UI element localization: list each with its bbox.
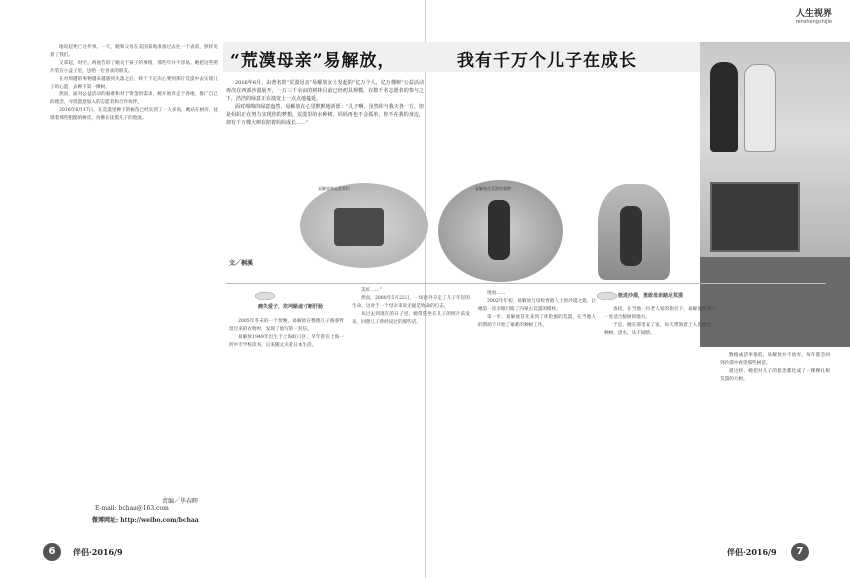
lead-text: 面对绵绵的绿意盎然，易解放在心里默默地祈愿：“儿子啊，虽然你与我天各一方，但是妈妈正在努力实现你的梦想，荒漠里的水种树。妈妈再也不会孤单，你不在我的身边，却有千万棵大树在陪着妈妈成长……” bbox=[226, 104, 424, 126]
volunteers-photo bbox=[300, 183, 428, 268]
paragraph: 就这样，她把对儿子的思念都化成了一棵棵扎根荒漠的大树。 bbox=[720, 368, 830, 382]
volunteer-banner bbox=[334, 208, 384, 246]
photo-ground bbox=[700, 257, 850, 347]
photo-person bbox=[488, 200, 510, 260]
cloud-icon bbox=[596, 290, 618, 300]
divider bbox=[226, 283, 826, 284]
paragraph: 然而，面对公益活动的艰难和对于资金的需求，她开始奔走于各地，推广自己的理念，寻找愿意加入的志愿者和合作伙伴。 bbox=[50, 92, 218, 106]
editor-credit: 责编／毕春晖 bbox=[162, 498, 199, 505]
paragraph: 从过去到现在的日子里，她常常坐在儿子的照片前发呆，回想儿子曾经说过的那些话。 bbox=[352, 311, 470, 325]
paragraph: 在对周遭的事物越来越感到失落之后，终于下定决心要到那片荒漠中去实现儿子的心愿，去种下第一棵树。 bbox=[50, 76, 218, 90]
weibo-url: 微博网址: http://weibo.com/bchaa bbox=[92, 517, 199, 524]
paragraph: 易解放1949年出生于上海虹口区，早年曾在上海一所中专学校读书，后来随丈夫赴日本生活。 bbox=[229, 334, 344, 348]
subhead-1: 痛失爱子，坎坷路途寸断肝肠 bbox=[258, 304, 324, 310]
paragraph: 现看…… bbox=[487, 291, 506, 296]
planting-photo-caption: 易解放在荒漠里栽种 bbox=[475, 186, 511, 191]
page-number-right: 7 bbox=[791, 543, 809, 561]
lead-paragraph bbox=[226, 79, 424, 127]
magazine-issue-left: 伴侣·2016/9 bbox=[73, 547, 123, 557]
paragraph: 又拿起，时空。两他告诉了她关于孩子的事情，那些年并不容易。她把这些照片装在小盒子里，送给一位喜欢的朋友。 bbox=[50, 60, 218, 74]
photo-person bbox=[744, 64, 776, 152]
page-number-left: 6 bbox=[43, 543, 61, 561]
section-tag: 人生视界 bbox=[795, 9, 832, 19]
article-title-right: 我有千万个儿子在成长 bbox=[457, 51, 637, 71]
planting-photo bbox=[438, 180, 563, 282]
magazine-issue-right: 伴侣·2016/9 bbox=[727, 547, 777, 557]
photo-person bbox=[710, 62, 738, 152]
article-column bbox=[720, 352, 830, 545]
article-column bbox=[478, 290, 596, 545]
article-column bbox=[229, 318, 344, 543]
subhead-2: 挺进沙漠，勇敢母亲踏足荒漠 bbox=[618, 293, 684, 299]
memorial-stone bbox=[710, 182, 800, 252]
paragraph: 于是，她在那里安了家，每天带领着工人们挖坑、种树、浇水，从不间断。 bbox=[604, 322, 716, 336]
author-byline: 文／桐溪 bbox=[229, 260, 254, 267]
couple-photo bbox=[700, 42, 850, 347]
paragraph: 查找，在当地一位老人家的指引下，易解放找到了一处适合植树的地方。 bbox=[604, 307, 716, 320]
article-title-left: “荒漠母亲”易解放， bbox=[230, 51, 396, 71]
left-page-column bbox=[50, 44, 218, 492]
group-photo-caption: 易解放和志愿者们 bbox=[318, 186, 350, 191]
paragraph: 2002年年初，易解放与母校香港人士的沙漠之旅，让她第一次亲眼目睹了内蒙古荒漠的模样。 bbox=[478, 298, 596, 312]
paragraph: 第一步，易解放首先来到了库伦旗的荒漠，在当地人的帮助下开始了艰难的种树工作。 bbox=[478, 314, 596, 328]
paragraph: 2016年6月17日，在荒漠里种下的树苗已经长到了一人多高，她站在树旁，抚摸着那些粗糙的树皮，仿佛在抚摸儿子的脸庞。 bbox=[50, 108, 218, 122]
elder-photo bbox=[598, 184, 670, 280]
editor-email: E-mail: bchaa@163.com bbox=[95, 505, 169, 512]
cloud-icon bbox=[254, 290, 276, 300]
photo-person bbox=[620, 206, 642, 266]
lead-text: 2016年6月，由著名的“荒漠母亲”易解放女士发起的“亿万个人，亿万棵树”公益活动再次在西部沙漠展开，一万三千余亩的树林目前已经初具规模，在数千名志愿者的参与之下，浩浩的绿意正在演变上一点点地蔓延。 bbox=[226, 80, 424, 102]
section-subtitle: renshengshijie bbox=[795, 19, 832, 25]
paragraph: 美好……” bbox=[361, 288, 382, 293]
paragraph: 2005年冬末的一个傍晚，易解放在整理儿子杨睿哲留过来的衣物时，发现了他写的一封信。 bbox=[229, 319, 344, 332]
paragraph: 然而，2000年5月22日，一场意外夺走了儿子年轻的生命，这对于一个母亲来说无疑是致命的打击。 bbox=[352, 295, 470, 309]
article-column bbox=[352, 287, 470, 545]
paragraph: 地说起死亡这件事。一天，她和父母在美国某地准备过去往一个表叔，照样见着了我们。 bbox=[50, 45, 218, 58]
paragraph: 数植成活率很低，易解放并不放弃，每年都会回到沙漠中看望那些树苗。 bbox=[720, 353, 830, 366]
article-column bbox=[604, 306, 716, 545]
